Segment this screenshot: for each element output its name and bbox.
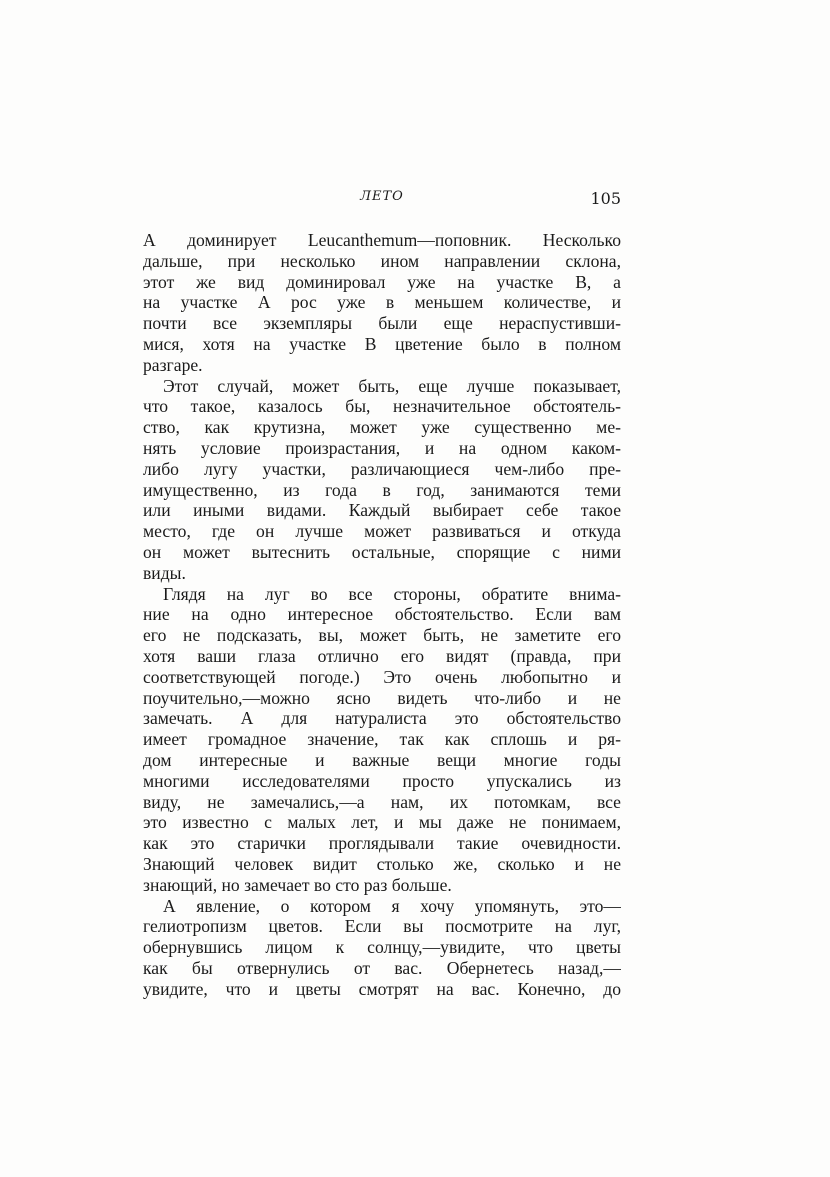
text-line: как это старички проглядывали такие очевидности. [143,833,621,854]
text-line: А явление, о котором я хочу упомянуть, это— [163,895,621,916]
text-line: мися, хотя на участке В цветение было в полном [143,333,621,354]
text-line: А доминирует Leucanthemum—поповник. Несколько [143,230,621,250]
text-line: виду, не замечались,—а нам, их потомкам, все [143,791,621,812]
text-line: имущественно, из года в год, занимаются теми [143,479,621,500]
body-text [143,230,621,999]
text-line: или иными видами. Каждый выбирает себе такое [143,500,621,521]
text-line: на участке А рос уже в меньшем количестве, и [143,292,621,313]
text-line: гелиотропизм цветов. Если вы посмотрите на луг, [143,916,621,937]
text-line: нять условие произрастания, и на одном каком- [143,437,621,458]
running-head [143,189,621,213]
text-line: почти все экземпляры были еще нераспустивши- [143,313,621,334]
text-line: его не подсказать, вы, может быть, не заметите его [143,625,621,646]
text-line: этот же вид доминировал уже на участке В, а [143,271,621,292]
text-line: дом интересные и важные вещи многие годы [143,749,621,770]
text-line: это известно с малых лет, и мы даже не понимаем, [143,812,621,833]
text-line: место, где он лучше может развиваться и откуда [143,521,621,542]
running-title: ЛЕТО [360,189,404,204]
text-line: знающий, но замечает во сто раз больше. [143,874,452,895]
text-line: замечать. А для натуралиста это обстоятельство [143,708,621,729]
text-line: как бы отвернулись от вас. Обернетесь назад,— [143,957,621,978]
text-line: увидите, что и цветы смотрят на вас. Конечно, до [143,978,621,999]
text-line: поучительно,—можно ясно видеть что-либо и не [143,687,621,708]
text-line: что такое, казалось бы, незначительное обстоятель- [143,396,621,417]
text-line: дальше, при несколько ином направлении склона, [143,250,621,271]
text-line: виды. [143,562,186,583]
text-line: он может вытеснить остальные, спорящие с ними [143,541,621,562]
text-line: соответствующей погоде.) Это очень любопытно и [143,666,621,687]
text-line: имеет громадное значение, так как сплошь и ря- [143,729,621,750]
text-line: ние на одно интересное обстоятельство. Если вам [143,604,621,625]
text-line: хотя ваши глаза отлично его видят (правда, при [143,645,621,666]
text-line: Знающий человек видит столько же, сколько и не [143,853,621,874]
text-line: многими исследователями просто упускались из [143,770,621,791]
text-line: разгаре. [143,354,203,375]
text-line: Глядя на луг во все стороны, обратите внима- [163,583,621,604]
text-line: либо лугу участки, различающиеся чем-либо пре- [143,458,621,479]
page-number: 105 [590,189,621,208]
text-line: ство, как крутизна, может уже существенно ме- [143,417,621,438]
text-line: Этот случай, может быть, еще лучше показывает, [163,375,621,396]
text-line: обернувшись лицом к солнцу,—увидите, что цветы [143,937,621,958]
